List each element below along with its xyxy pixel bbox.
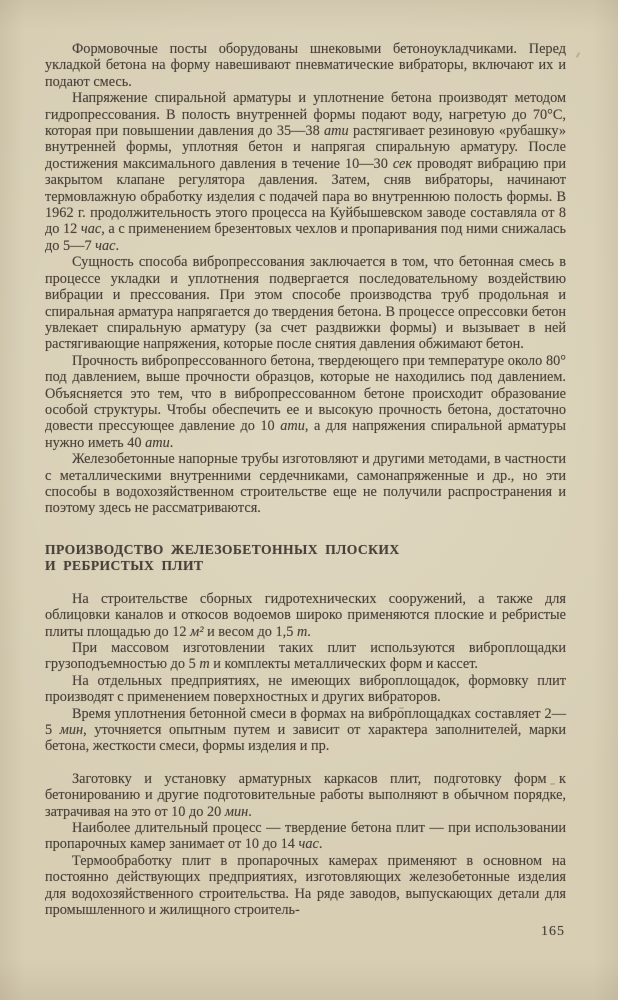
paragraph: [45, 591, 566, 640]
body-text: Заготовку и установку арматурных каркасов плит, подготовку форм к бетонированию и другие подготовительные работы выполняют в обычном порядке, затрачивая на это от 10 до 20: [45, 770, 566, 820]
body-text: .: [169, 434, 174, 451]
paragraph: [45, 673, 566, 706]
unit-abbreviation: час: [298, 836, 319, 853]
paragraph: [45, 820, 566, 853]
body-text: Формовочные посты оборудованы шнековыми бетоноукладчиками. Перед укладкой бетона на форму навешивают пневматические вибраторы, включают их и подают смесь.: [45, 41, 566, 90]
page-content: [45, 41, 566, 919]
unit-abbreviation: м²: [190, 623, 204, 640]
body-text: Сущность способа вибропрессования заключается в том, что бетонная смесь в процессе укладки и уплотнения подвергается последовательному воздействию вибрации и прессования. При этом способе производства труб продольная и спиральная арматура напрягается до твердения бетона. В процессе опрессовки бетон увлекает спиральную арматуру (за счет раздвижки формы) и вызывает в ней растягивающие напряжения, которые после снятия давления обжимают бетон.: [45, 254, 566, 353]
paragraph: [45, 451, 566, 517]
scan-speck: [550, 783, 555, 785]
paragraph: [45, 771, 566, 820]
unit-abbreviation: час: [80, 221, 102, 238]
body-text: и комплекты металлических форм и кассет.: [209, 656, 478, 673]
body-text: На строительстве сборных гидротехнических сооружений, а также для облицовки каналов и откосов водоемов широко применяются плоские и ребристые плиты площадью до 12: [45, 590, 566, 640]
page-number: 165: [541, 924, 565, 939]
paragraph: [45, 90, 566, 254]
unit-abbreviation: т: [199, 656, 210, 673]
section-heading-line: И РЕБРИСТЫХ ПЛИТ: [45, 558, 204, 574]
paragraph: [45, 41, 566, 90]
body-text: Термообработку плит в пропарочных камерах применяют в основном на постоянно действующих предприятиях, изготовляющих железобетонные изделия для водохозяйственного строительства. На ряде заводов, выпускающих детали для промышленного и жилищного строитель-: [45, 852, 566, 919]
body-text: , уточняется опытным путем и зависит от характера заполнителей, марки бетона, жесткости смеси, формы изделия и пр.: [45, 722, 566, 755]
unit-abbreviation: сек: [392, 155, 413, 172]
unit-abbreviation: мин: [224, 803, 249, 820]
body-text: .: [115, 237, 120, 254]
body-text: проводят вибрацию при закрытом клапане регулятора давления. Затем, сняв вибраторы, начинают термовлажную обработку изделия с подачей пара во внутреннюю полость формы. В 1962 г. продолжительность этого процесса на Куйбышевском заводе составляла от 8 до 12: [45, 155, 567, 238]
section-heading-line: ПРОИЗВОДСТВО ЖЕЛЕЗОБЕТОННЫХ ПЛОСКИХ: [45, 541, 400, 557]
paragraph: [45, 706, 566, 755]
section-heading: [45, 542, 566, 575]
body-text: Напряжение спиральной арматуры и уплотнение бетона производят методом гидропрессования. В полость внутренней формы подают воду, нагретую до 70°С, которая при повышении давления до 35—38: [45, 90, 566, 140]
scan-speck: [576, 52, 581, 58]
unit-abbreviation: ати: [324, 123, 349, 140]
body-text: Прочность вибропрессованного бетона, твердеющего при температуре около 80° под давлением, выше прочности образцов, которые не находились под давлением. Объясняется это тем, что в вибропрессованном бетоне происходит образование особой структуры. Чтобы обеспечить ее и высокую прочность бетона, достаточно довести прессующее давление до 10: [45, 352, 566, 435]
body-text: , а для напряжения спиральной арматуры нужно иметь 40: [45, 418, 566, 451]
unit-abbreviation: ати: [145, 434, 170, 451]
paragraph: [45, 353, 566, 451]
unit-abbreviation: ати: [280, 418, 305, 435]
paragraph: [45, 254, 566, 352]
unit-abbreviation: час: [95, 237, 116, 254]
body-text: .: [307, 623, 311, 640]
body-text: Наиболее длительный процесс — твердение бетона плит — при использовании пропарочных камер занимает от 10 до 14: [45, 820, 566, 853]
body-text: , а с применением брезентовых чехлов и пропаривания под ними снижалась до 5—7: [45, 221, 567, 254]
body-text: Время уплотнения бетонной смеси в формах на виброплощадках составляет 2—5: [45, 705, 566, 739]
unit-abbreviation: мин: [59, 722, 84, 739]
body-text: и весом до 1,5: [203, 623, 297, 640]
body-text: растягивает резиновую «рубашку» внутренней формы, уплотняя бетон и напрягая спиральную арматуру. После достижения максимального давления в течение 10—30: [45, 123, 566, 172]
body-text: .: [248, 803, 252, 820]
scan-speck: [399, 707, 404, 709]
unit-abbreviation: т: [296, 623, 308, 640]
paragraph: [45, 640, 566, 673]
body-text: При массовом изготовлении таких плит используются виброплощадки грузоподъемностью до 5: [45, 640, 566, 673]
paragraph: [45, 853, 566, 919]
body-text: .: [318, 836, 323, 853]
body-text: Железобетонные напорные трубы изготовляют и другими методами, в частности с металлическими внутренними сердечниками, самонапряженные и др., но эти способы в водохозяйственном строительстве еще не получили распространения и поэтому здесь не рассматриваются.: [45, 451, 566, 517]
body-text: На отдельных предприятиях, не имеющих виброплощадок, формовку плит производят с применением поверхностных и других вибраторов.: [45, 672, 566, 706]
